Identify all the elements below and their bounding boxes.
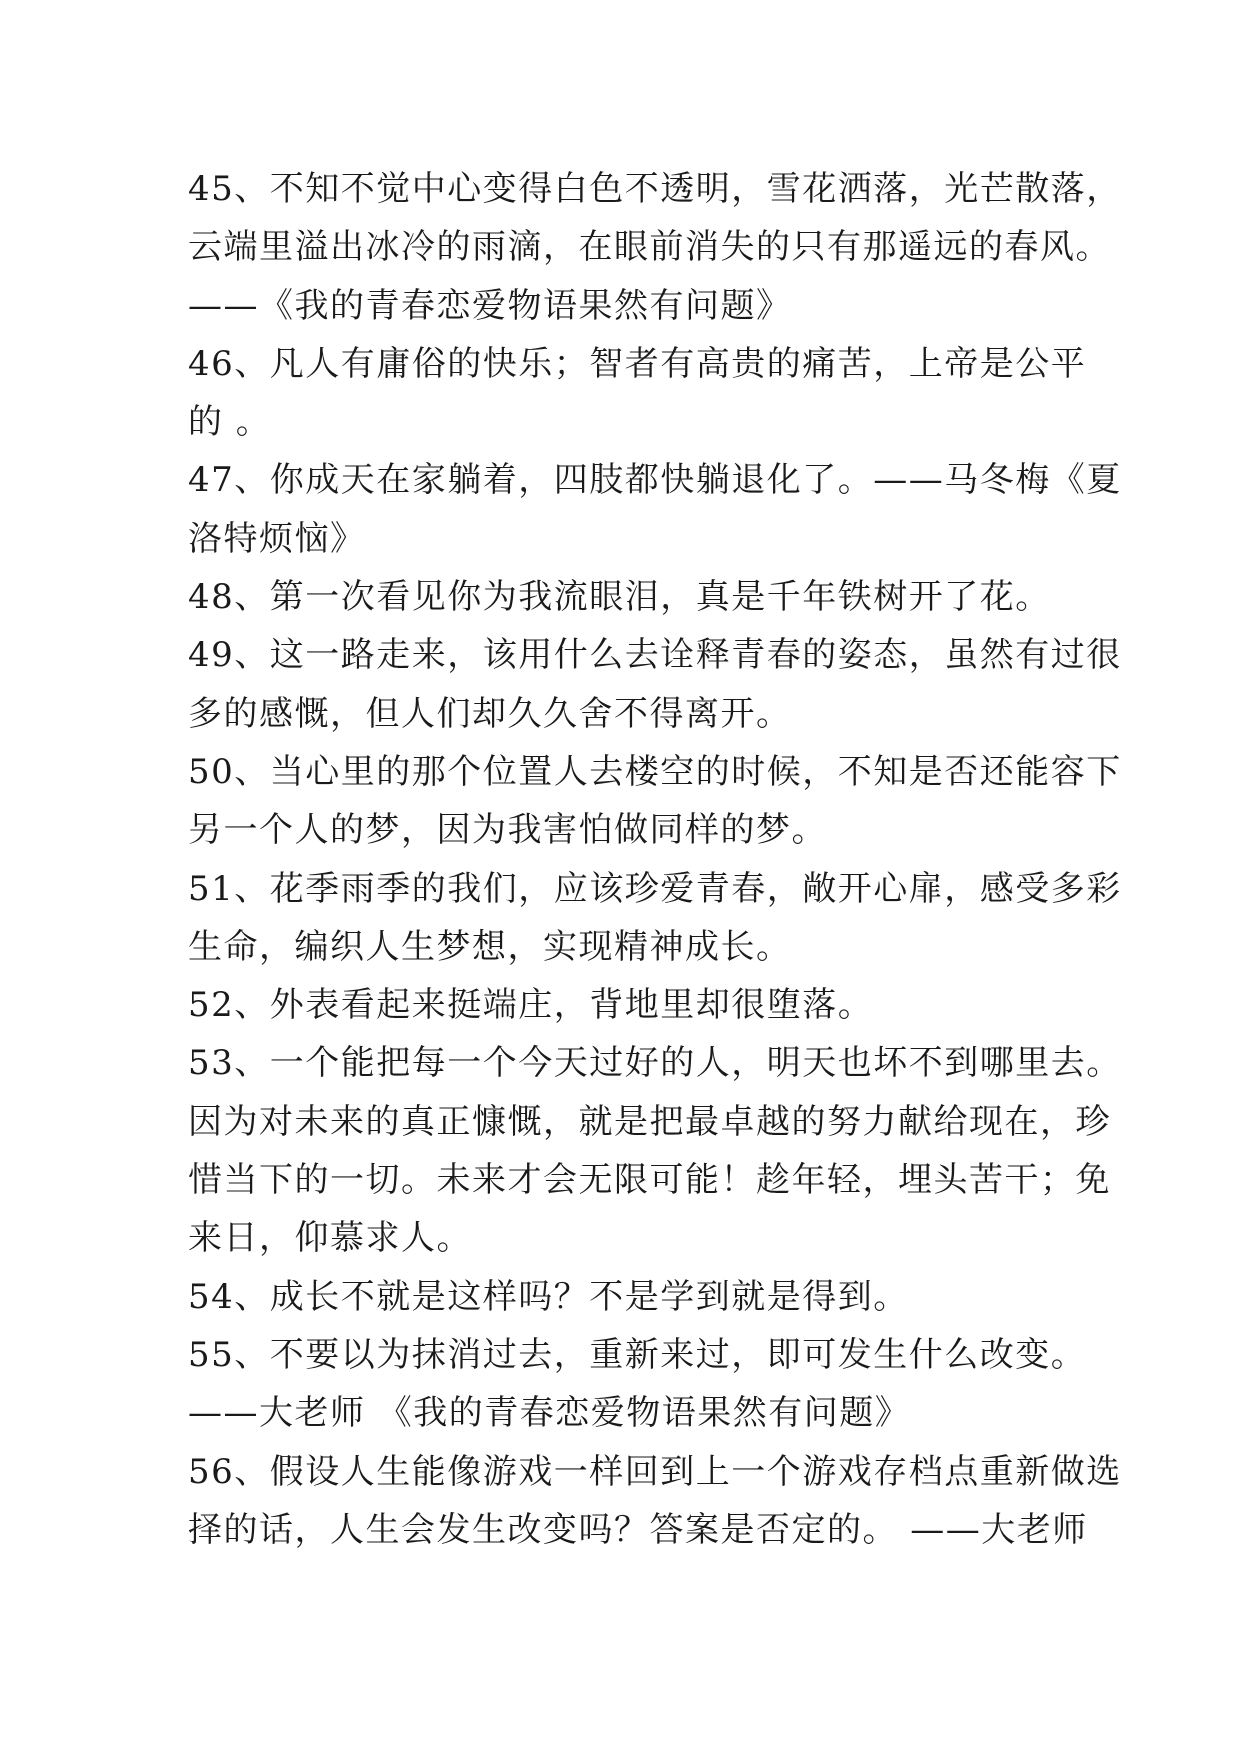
text-line: 来日，仰慕求人。 <box>188 1218 472 1259</box>
text-line: 惜当下的一切。未来才会无限可能！趁年轻，埋头苦干；免 <box>188 1160 1111 1201</box>
text-line: 53、一个能把每一个今天过好的人，明天也坏不到哪里去。 <box>188 1043 1122 1084</box>
text-line: 择的话，人生会发生改变吗？答案是否定的。 ——大老师 <box>188 1509 1088 1550</box>
text-line: 另一个人的梦，因为我害怕做同样的梦。 <box>188 810 827 851</box>
text-line: 云端里溢出冰冷的雨滴，在眼前消失的只有那遥远的春风。 <box>188 227 1111 268</box>
text-line: 多的感慨，但人们却久久舍不得离开。 <box>188 693 792 734</box>
text-line: 56、假设人生能像游戏一样回到上一个游戏存档点重新做选 <box>188 1451 1122 1492</box>
text-line: 45、不知不觉中心变得白色不透明，雪花洒落，光芒散落， <box>188 169 1122 209</box>
text-line: 洛特烦恼》 <box>188 518 366 559</box>
text-line: ——《我的青春恋爱物语果然有问题》 <box>188 285 792 326</box>
text-line: 49、这一路走来，该用什么去诠释青春的姿态，虽然有过很 <box>188 635 1122 676</box>
text-line: ——大老师 《我的青春恋爱物语果然有问题》 <box>188 1393 911 1434</box>
text-line: 55、不要以为抹消过去，重新来过，即可发生什么改变。 <box>188 1334 1087 1375</box>
text-line: 的 。 <box>188 402 272 443</box>
text-line: 46、凡人有庸俗的快乐；智者有高贵的痛苦，上帝是公平 <box>188 343 1087 384</box>
text-line: 54、成长不就是这样吗？不是学到就是得到。 <box>188 1276 909 1317</box>
text-line: 生命，编织人生梦想，实现精神成长。 <box>188 926 792 967</box>
text-line: 47、你成天在家躺着，四肢都快躺退化了。——马冬梅《夏 <box>188 460 1122 501</box>
text-line: 48、第一次看见你为我流眼泪，真是千年铁树开了花。 <box>188 577 1051 618</box>
text-line: 51、花季雨季的我们，应该珍爱青春，敞开心扉，感受多彩 <box>188 868 1122 909</box>
text-line: 52、外表看起来挺端庄，背地里却很堕落。 <box>188 985 874 1026</box>
text-line: 因为对未来的真正慷慨，就是把最卓越的努力献给现在，珍 <box>188 1101 1111 1142</box>
document-body <box>188 160 1122 1559</box>
text-line: 50、当心里的那个位置人去楼空的时候，不知是否还能容下 <box>188 751 1122 792</box>
